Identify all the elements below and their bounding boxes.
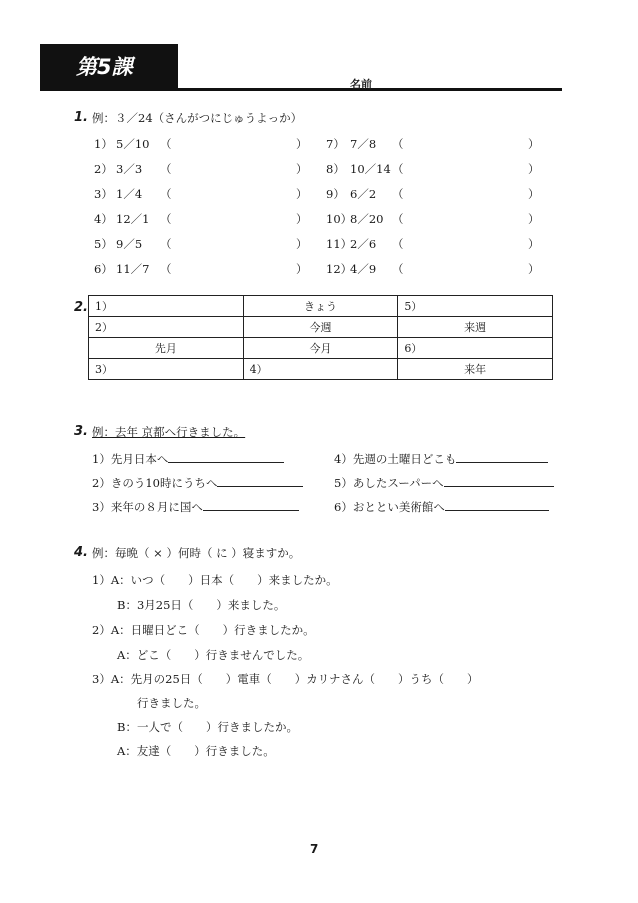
sentence-prompt (92, 499, 299, 515)
table-row (89, 317, 553, 338)
item-number: 7） (326, 137, 345, 151)
table-row (89, 359, 553, 380)
table-row (89, 296, 553, 317)
item-date: 10／14 (350, 162, 391, 176)
sentence-prompt (334, 475, 554, 491)
dialogue-line: A：友達（ ）行きました。 (117, 744, 275, 758)
answer-line (445, 510, 549, 511)
dialogue-line: 3）A：先月の25日（ ）電車（ ）カリナさん（ ）うち（ ） (92, 672, 479, 686)
page-number: 7 (310, 842, 319, 856)
section-4-number: 4. (74, 545, 88, 560)
dialogue-line: 行きました。 (137, 696, 206, 710)
table-cell: 今週 (243, 317, 398, 338)
answer-open: （ (160, 137, 172, 151)
section-4-example: 例：毎晩（ × ）何時（ に ）寝ますか。 (92, 546, 301, 560)
item-date: 2／6 (350, 237, 377, 251)
answer-close: ） (296, 262, 308, 276)
answer-open: （ (160, 237, 172, 251)
answer-open: （ (392, 162, 404, 176)
item-date: 11／7 (116, 262, 150, 276)
item-date: 9／5 (116, 237, 143, 251)
answer-close: ） (528, 212, 540, 226)
answer-close: ） (296, 237, 308, 251)
table-cell: きょう (243, 296, 398, 317)
section-2-number: 2. (74, 300, 88, 315)
item-number: 1） (94, 137, 113, 151)
sentence-prompt (92, 475, 303, 491)
lesson-title: 第5課 (40, 44, 178, 90)
table-cell: 5） (398, 296, 553, 317)
table-cell: 3） (89, 359, 244, 380)
time-word-table (88, 295, 553, 380)
table-cell: 来週 (398, 317, 553, 338)
dialogue-line: A：どこ（ ）行きませんでした。 (117, 648, 310, 662)
section-1-example: 例：３／24（さんがつにじゅうよっか） (92, 111, 303, 125)
answer-open: （ (392, 137, 404, 151)
answer-close: ） (528, 137, 540, 151)
item-number: 9） (326, 187, 345, 201)
table-row (89, 338, 553, 359)
table-cell: 6） (398, 338, 553, 359)
section-3-example: 例：去年 京都へ行きました。 (92, 425, 246, 439)
prompt-text: 2）きのう10時にうちへ (92, 476, 218, 490)
sentence-prompt (334, 451, 548, 467)
answer-line (217, 486, 303, 487)
item-date: 3／3 (116, 162, 143, 176)
section-3-number: 3. (74, 424, 88, 439)
item-date: 6／2 (350, 187, 377, 201)
dialogue-line: 2）A：日曜日どこ（ ）行きましたか。 (92, 623, 315, 637)
answer-close: ） (528, 262, 540, 276)
item-number: 5） (94, 237, 113, 251)
table-cell: 来年 (398, 359, 553, 380)
item-date: 1／4 (116, 187, 143, 201)
answer-open: （ (160, 212, 172, 226)
answer-line (444, 486, 554, 487)
item-number: 12） (326, 262, 353, 276)
answer-open: （ (392, 237, 404, 251)
answer-open: （ (160, 162, 172, 176)
answer-close: ） (296, 162, 308, 176)
answer-open: （ (160, 262, 172, 276)
item-date: 12／1 (116, 212, 150, 226)
item-date: 8／20 (350, 212, 384, 226)
answer-close: ） (296, 212, 308, 226)
answer-close: ） (528, 162, 540, 176)
table-cell: 今月 (243, 338, 398, 359)
prompt-text: 6）おととい美術館へ (334, 500, 445, 514)
item-date: 5／10 (116, 137, 150, 151)
prompt-text: 1）先月日本へ (92, 452, 169, 466)
item-number: 6） (94, 262, 113, 276)
answer-open: （ (160, 187, 172, 201)
name-label: 名前 (350, 78, 372, 91)
dialogue-line: B：一人で（ ）行きましたか。 (117, 720, 298, 734)
dialogue-line: 1）A：いつ（ ）日本（ ）来ましたか。 (92, 573, 338, 587)
answer-open: （ (392, 212, 404, 226)
dialogue-line: B：3月25日（ ）来ました。 (117, 598, 286, 612)
item-number: 8） (326, 162, 345, 176)
item-number: 2） (94, 162, 113, 176)
sentence-prompt (334, 499, 549, 515)
item-number: 11） (326, 237, 353, 251)
table-cell: 1） (89, 296, 244, 317)
answer-line (168, 462, 284, 463)
answer-line (203, 510, 299, 511)
answer-close: ） (296, 187, 308, 201)
sentence-prompt (92, 451, 284, 467)
answer-close: ） (528, 187, 540, 201)
answer-open: （ (392, 187, 404, 201)
section-1-number: 1. (74, 110, 88, 125)
table-cell: 先月 (89, 338, 244, 359)
answer-close: ） (296, 137, 308, 151)
prompt-text: 3）来年の８月に国へ (92, 500, 203, 514)
header-rule (40, 88, 562, 91)
item-date: 4／9 (350, 262, 377, 276)
table-cell: 2） (89, 317, 244, 338)
answer-open: （ (392, 262, 404, 276)
prompt-text: 4）先週の土曜日どこも (334, 452, 457, 466)
prompt-text: 5）あしたスーパーへ (334, 476, 444, 490)
item-date: 7／8 (350, 137, 377, 151)
item-number: 10） (326, 212, 353, 226)
answer-line (456, 462, 548, 463)
answer-close: ） (528, 237, 540, 251)
item-number: 3） (94, 187, 113, 201)
table-cell: 4） (243, 359, 398, 380)
item-number: 4） (94, 212, 113, 226)
